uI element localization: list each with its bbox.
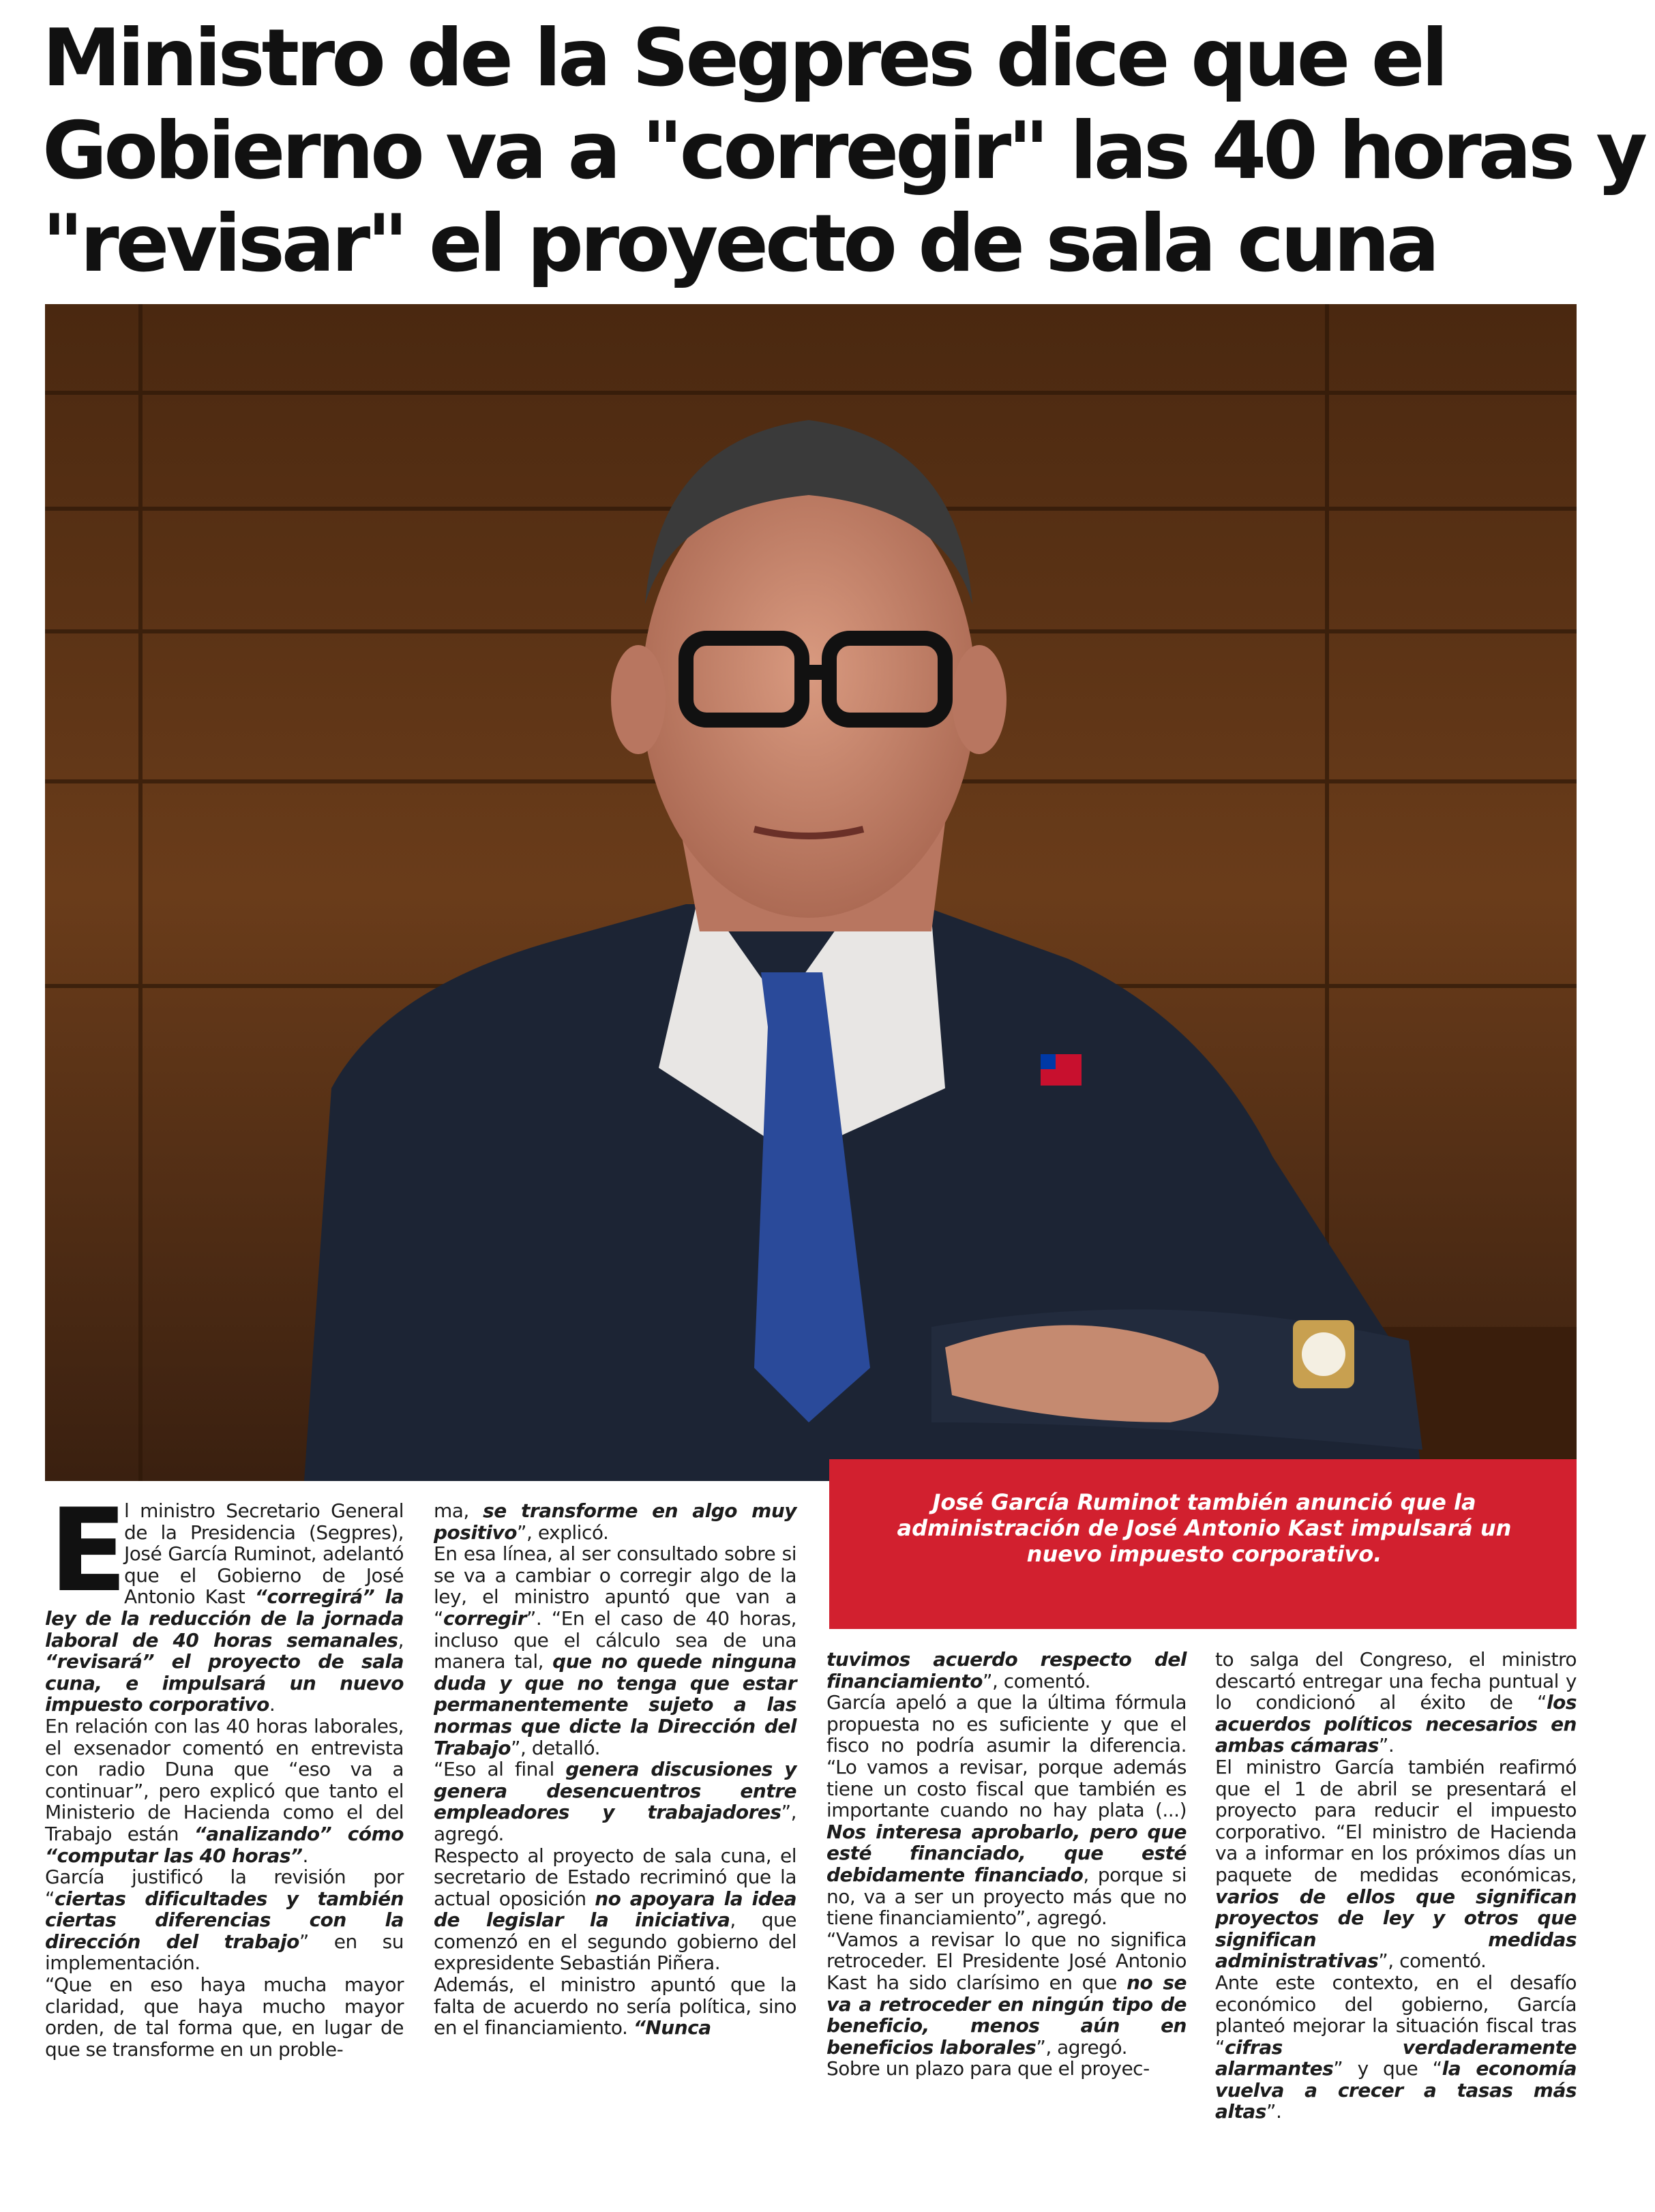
paragraph: l ministro Secretario General de la Presidencia (Segpres), José García Ruminot, adelantó que el Gobierno de José Antonio Kast “corregirá” la ley de la reducción de la jornada laboral de 40 horas semanales, “revisará” el proyecto de sala cuna, e impulsará un nuevo impuesto corporativo. <box>45 1499 404 1716</box>
right-ear <box>952 645 1007 754</box>
photo-illustration <box>45 304 1577 1481</box>
paragraph: tuvimos acuerdo respecto del financiamiento”, comentó. <box>826 1648 1187 1692</box>
article-column-3 <box>826 1649 1187 2080</box>
paragraph: to salga del Congreso, el ministro descartó entregar una fecha puntual y lo condicionó al éxito de “los acuerdos políticos necesarios en ambas cámaras”. <box>1215 1648 1577 1757</box>
paragraph: “Eso al final genera discusiones y genera desencuentros entre empleadores y trabajadores”, agregó. <box>434 1758 796 1845</box>
drop-cap: E <box>49 1484 128 1617</box>
article-column-4 <box>1215 1649 1577 2123</box>
headline-line-3: "revisar" el proyecto de sala cuna <box>42 198 1437 290</box>
headline <box>42 12 1645 290</box>
paragraph: García apeló a que la última fórmula propuesta no es suficiente y que el fisco no podría asumir la diferencia. “Lo vamos a revisar, porque además tiene un costo fiscal que también es importante cuando no hay plata (...) Nos interesa aprobarlo, pero que esté financiado, que esté debidamente financiado, porque si no, va a ser un proyecto más que no tiene financiamiento”, agregó. <box>826 1691 1187 1930</box>
left-ear <box>611 645 666 754</box>
minister-photo <box>45 304 1577 1481</box>
paragraph: Ante este contexto, en el desafío económico del gobierno, García planteó mejorar la situación fiscal tras “cifras verdaderamente alarmantes” y que “la economía vuelva a crecer a tasas más altas”. <box>1215 1971 1577 2123</box>
paragraph: “Vamos a revisar lo que no significa retroceder. El Presidente José Antonio Kast ha sido clarísimo en que no se va a retroceder en ningún tipo de beneficio, menos aún en beneficios laborales”, agregó. <box>826 1928 1187 2059</box>
headline-line-2: Gobierno va a "corregir" las 40 horas y <box>42 105 1645 197</box>
paragraph: García justificó la revisión por “ciertas dificultades y también ciertas diferencias con la dirección del trabajo” en su implementación. <box>45 1866 404 1975</box>
paragraph: El ministro García también reafirmó que el 1 de abril se presentará el proyecto para reducir el impuesto corporativo. “El ministro de Hacienda va a informar en los próximos días un paquete de medidas económicas, varios de ellos que significan proyectos de ley y otros que significan medidas administrativas”, comentó. <box>1215 1755 1577 1973</box>
paragraph: Además, el ministro apuntó que la falta de acuerdo no sería política, sino en el financiamiento. “Nunca <box>434 1973 796 2039</box>
paragraph: En relación con las 40 horas laborales, el exsenador comentó en entrevista con radio Duna que “eso va a continuar”, pero explicó que tanto el Ministerio de Hacienda como el del Trabajo están “analizando” cómo “computar las 40 horas”. <box>45 1714 404 1867</box>
article-column-2 <box>434 1500 796 2039</box>
headline-line-1: Ministro de la Segpres dice que el <box>42 12 1446 104</box>
paragraph: Sobre un plazo para que el proyec- <box>826 2057 1150 2080</box>
paragraph: ma, se transforme en algo muy positivo”, explicó. <box>434 1499 797 1544</box>
photo-caption: José García Ruminot también anunció que la administración de José Antonio Kast impulsará un nuevo impuesto corporativo. <box>829 1459 1577 1629</box>
paragraph: Respecto al proyecto de sala cuna, el secretario de Estado recriminó que la actual oposición no apoyara la idea de legislar la iniciativa, que comenzó en el segundo gobierno del expresidente Sebastián Piñera. <box>434 1844 797 1975</box>
paragraph: “Que en eso haya mucha mayor claridad, que haya mucho mayor orden, de tal forma que, en lugar de que se transforme en un proble- <box>45 1973 404 2061</box>
article-column-1 <box>45 1484 404 2061</box>
paragraph: En esa línea, al ser consultado sobre si se va a cambiar o corregir algo de la ley, el ministro apuntó que van a “corregir”. “En el caso de 40 horas, incluso que el cálculo sea de una manera tal, que no quede ninguna duda y que no tenga que estar permanentemente sujeto a las normas que dicte la Dirección del Trabajo”, detalló. <box>434 1542 796 1759</box>
